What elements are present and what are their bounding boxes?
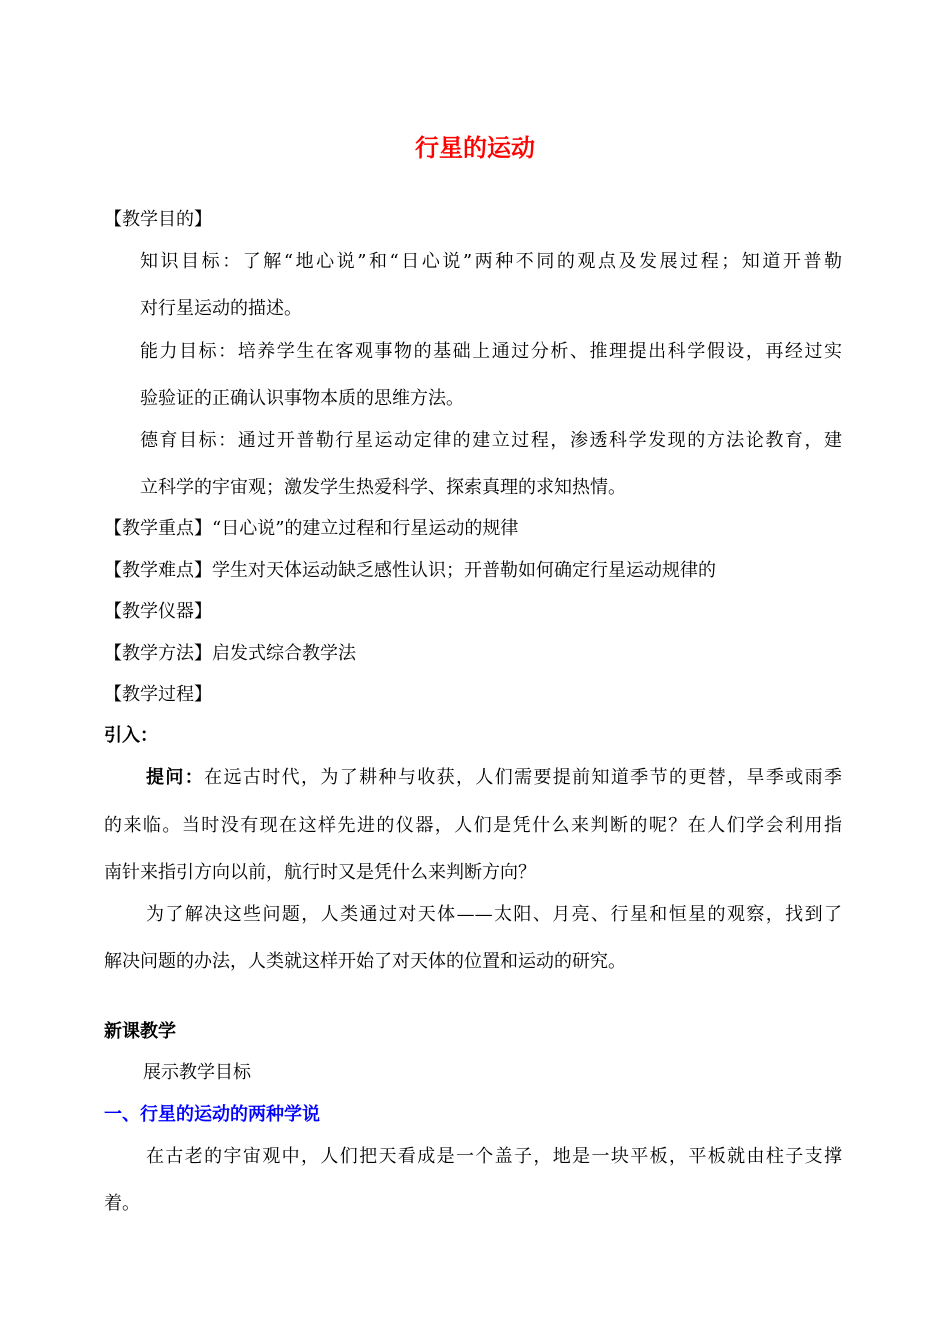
section1-title: 一、行星的运动的两种学说: [104, 1104, 320, 1125]
intro-question-line3: 南针来指引方向以前，航行时又是凭什么来判断方向？: [104, 862, 536, 883]
objectives-header: 【教学目的】: [104, 209, 212, 230]
show-objectives: 展示教学目标: [143, 1062, 251, 1083]
intro-question-line2: 的来临。当时没有现在这样先进的仪器，人们是凭什么来判断的呢？在人们学会利用指: [104, 815, 842, 836]
instruments: 【教学仪器】: [104, 601, 212, 622]
intro-question-line1: [146, 767, 842, 789]
new-lesson-heading: 新课教学: [104, 1021, 176, 1042]
page-title: 行星的运动: [415, 134, 535, 162]
teaching-method: 【教学方法】启发式综合教学法: [104, 643, 356, 664]
intro-answer-line2: 解决问题的办法，人类就这样开始了对天体的位置和运动的研究。: [104, 951, 626, 972]
difficulty: 【教学难点】学生对天体运动缺乏感性认识；开普勒如何确定行星运动规律的: [104, 560, 716, 581]
question-label: 提问：: [146, 767, 205, 788]
knowledge-objective-line1: 知识目标：了解“地心说”和“日心说”两种不同的观点及发展过程；知道开普勒: [140, 251, 842, 272]
question-text: 在远古时代，为了耕种与收获，人们需要提前知道季节的更替，旱季或雨季: [204, 767, 843, 788]
ability-objective-line1: 能力目标：培养学生在客观事物的基础上通过分析、推理提出科学假设，再经过实: [140, 341, 842, 362]
moral-objective-line2: 立科学的宇宙观；激发学生热爱科学、探索真理的求知热情。: [140, 477, 626, 498]
section1-line1: 在古老的宇宙观中，人们把天看成是一个盖子，地是一块平板，平板就由柱子支撑: [146, 1146, 842, 1167]
key-point: 【教学重点】“日心说”的建立过程和行星运动的规律: [104, 518, 519, 539]
section1-line2: 着。: [104, 1193, 140, 1214]
intro-answer-line1: 为了解决这些问题，人类通过对天体——太阳、月亮、行星和恒星的观察，找到了: [146, 904, 842, 925]
intro-heading: 引入：: [104, 725, 158, 746]
ability-objective-line2: 验验证的正确认识事物本质的思维方法。: [140, 388, 464, 409]
teaching-process: 【教学过程】: [104, 684, 212, 705]
knowledge-objective-line2: 对行星运动的描述。: [140, 298, 302, 319]
moral-objective-line1: 德育目标：通过开普勒行星运动定律的建立过程，渗透科学发现的方法论教育，建: [140, 430, 842, 451]
